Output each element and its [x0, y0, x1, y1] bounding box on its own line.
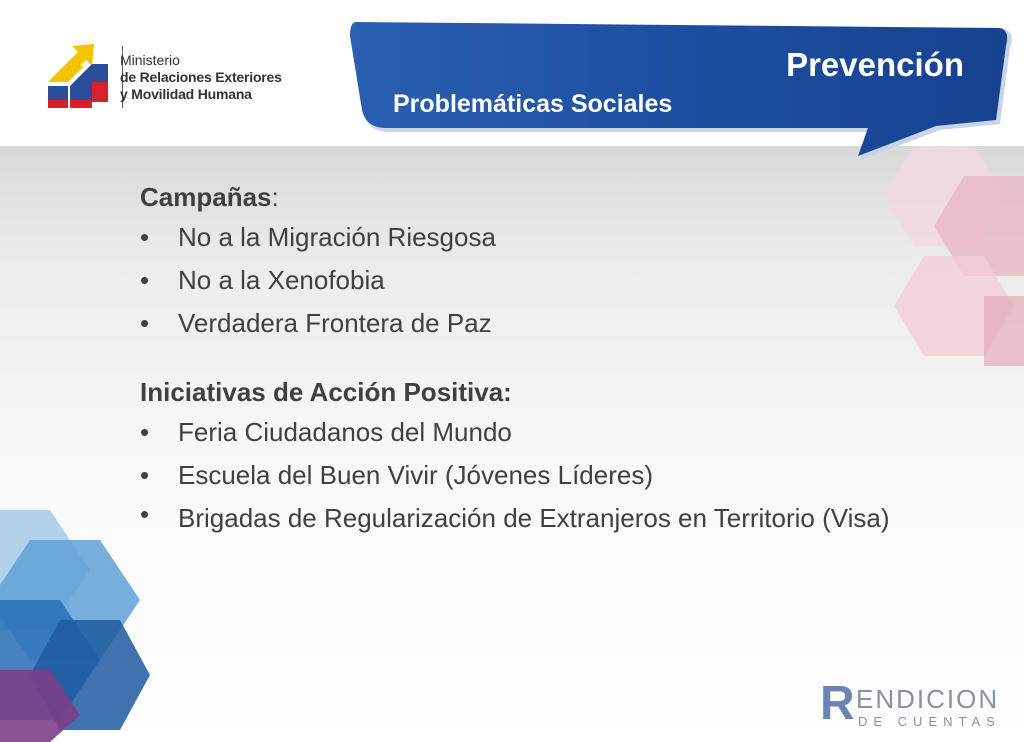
bullet: •: [140, 460, 150, 490]
list-item: [140, 497, 940, 535]
list-item-text: No a la Migración Riesgosa: [178, 222, 496, 252]
bullet: •: [140, 265, 150, 295]
logo-line-1: Ministerio: [120, 52, 180, 68]
hexagon-decoration-left: [0, 500, 160, 742]
logo-line-3: y Movilidad Humana: [120, 86, 252, 102]
bullet: •: [140, 222, 150, 252]
section-heading-campaigns: [140, 178, 940, 216]
list-item-text: No a la Xenofobia: [178, 265, 385, 295]
content-body: [140, 178, 940, 535]
heading-colon: :: [271, 182, 279, 212]
rendicion-bottom-text: DE CUENTAS: [858, 714, 1001, 729]
bullet: •: [140, 417, 150, 447]
list-item: [140, 411, 940, 454]
bullet: •: [140, 308, 150, 338]
rendicion-top-text: ENDICION: [856, 684, 1000, 714]
rendicion-de-cuentas-logo: [820, 677, 1010, 730]
ministry-logo: [44, 42, 314, 112]
ecuador-arrow-logo-icon: [44, 42, 116, 112]
rendicion-letter: R: [820, 677, 855, 730]
list-item-text: Brigadas de Regularización de Extranjeros en Territorio (Visa): [178, 503, 890, 533]
page-title: Prevención: [786, 46, 964, 83]
initiatives-list: [140, 411, 940, 535]
list-item: [140, 302, 940, 345]
section-heading-initiatives: Iniciativas de Acción Positiva:: [140, 377, 512, 407]
page-subtitle: Problemáticas Sociales: [393, 90, 673, 118]
logo-line-2: de Relaciones Exteriores: [120, 69, 282, 85]
list-item-text: Verdadera Frontera de Paz: [178, 308, 492, 338]
list-item-text: Escuela del Buen Vivir (Jóvenes Líderes): [178, 460, 653, 490]
campaigns-list: [140, 216, 940, 345]
list-item: [140, 216, 940, 259]
section-heading-text: Campañas: [140, 182, 272, 212]
list-item: [140, 259, 940, 302]
list-item-text: Feria Ciudadanos del Mundo: [178, 417, 512, 447]
bullet: •: [140, 499, 150, 529]
list-item: [140, 454, 940, 497]
logo-text: [120, 52, 320, 103]
